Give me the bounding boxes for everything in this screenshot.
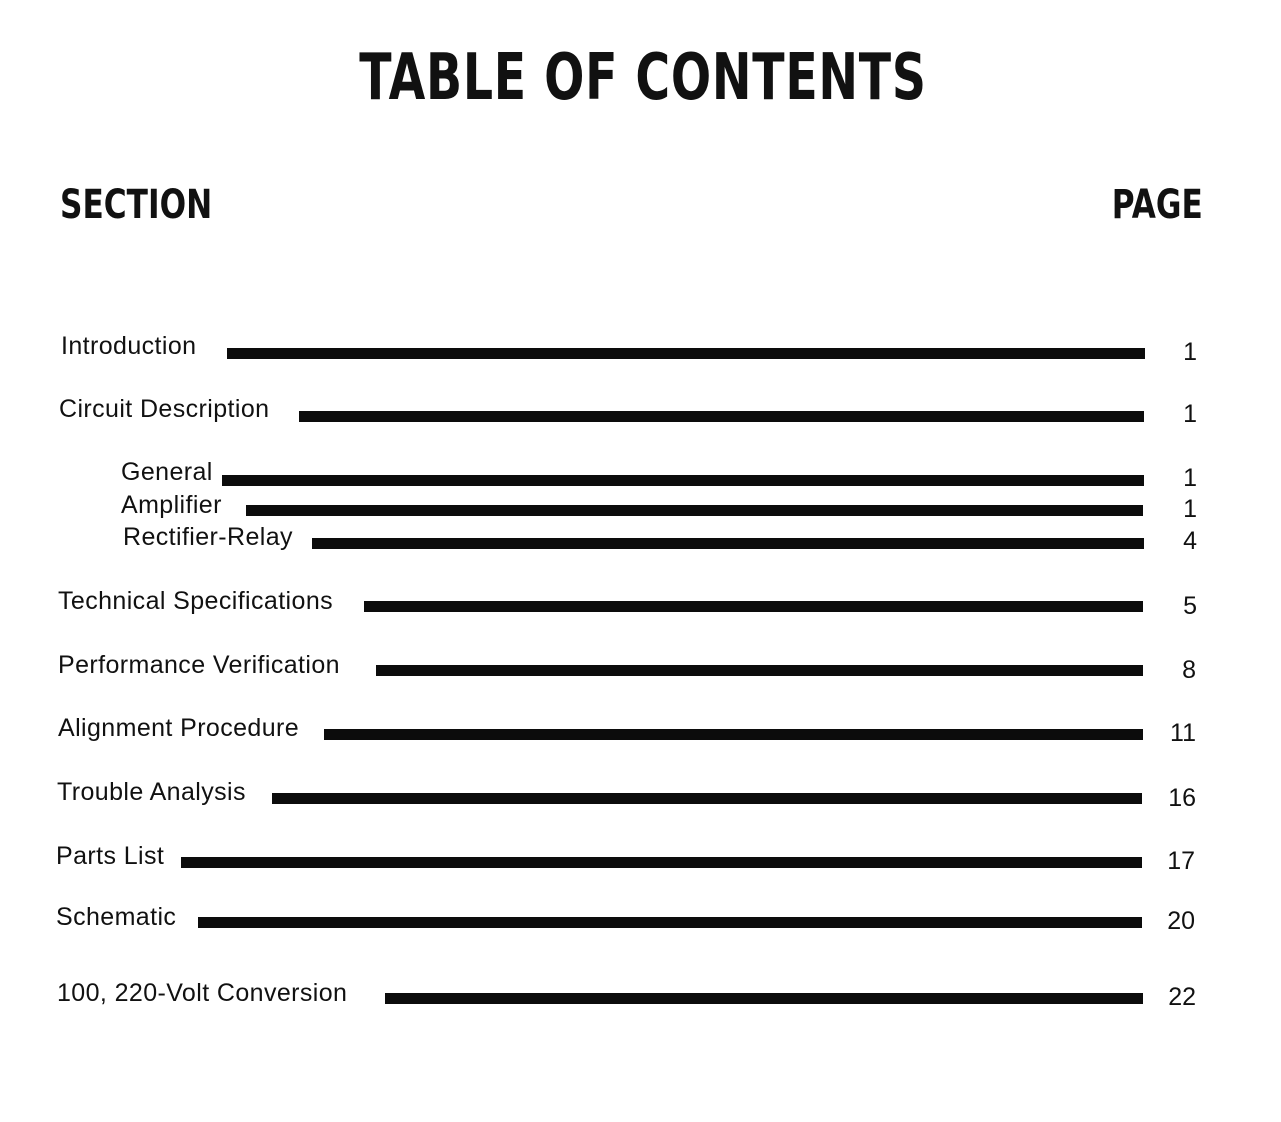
toc-entry-introduction	[61, 330, 1201, 364]
toc-entry-label: Trouble Analysis	[57, 778, 246, 806]
toc-entry-page: 17	[1167, 847, 1195, 875]
toc-entry-trouble-analysis	[57, 776, 1199, 810]
toc-entry-label: Technical Specifications	[58, 587, 334, 615]
leader-bar	[272, 793, 1142, 804]
page-title: TABLE OF CONTENTS	[359, 41, 927, 115]
toc-entry-general	[121, 456, 1199, 490]
leader-bar	[227, 348, 1145, 359]
toc-entry-rectifier-relay	[123, 521, 1199, 555]
toc-entry-schematic	[56, 901, 1199, 935]
leader-bar	[364, 601, 1143, 612]
toc-entry-technical-specifications	[58, 585, 1199, 619]
leader-bar	[198, 917, 1142, 928]
toc-entry-label: Schematic	[56, 903, 177, 931]
toc-entry-alignment-procedure	[58, 712, 1199, 746]
leader-bar	[299, 411, 1144, 422]
leader-bar	[385, 993, 1143, 1004]
toc-entry-page: 5	[1183, 592, 1197, 620]
toc-entry-label: Rectifier-Relay	[123, 523, 293, 551]
toc-entry-volt-conversion	[57, 977, 1199, 1011]
toc-entry-label: Circuit Description	[59, 395, 270, 423]
leader-bar	[246, 505, 1143, 516]
toc-entry-parts-list	[56, 840, 1199, 874]
toc-entry-label: Introduction	[61, 332, 197, 360]
toc-entry-performance-verification	[58, 649, 1199, 683]
toc-entry-page: 16	[1168, 784, 1196, 812]
toc-entry-page: 22	[1168, 983, 1196, 1011]
leader-bar	[324, 729, 1143, 740]
toc-entry-label: Parts List	[56, 842, 165, 870]
toc-entry-page: 20	[1167, 907, 1195, 935]
toc-entry-page: 1	[1183, 495, 1197, 523]
toc-entry-label: Performance Verification	[58, 651, 340, 679]
leader-bar	[222, 475, 1144, 486]
leader-bar	[312, 538, 1144, 549]
section-column-header: SECTION	[60, 182, 213, 228]
page-column-header: PAGE	[1111, 182, 1203, 228]
toc-entry-page: 1	[1183, 338, 1197, 366]
toc-entry-page: 11	[1170, 719, 1196, 747]
toc-entry-label: 100, 220-Volt Conversion	[57, 979, 348, 1007]
toc-entry-page: 4	[1183, 527, 1197, 555]
toc-entry-label: General	[121, 458, 213, 486]
toc-entry-amplifier	[121, 489, 1199, 523]
toc-entry-label: Alignment Procedure	[58, 714, 300, 742]
leader-bar	[376, 665, 1143, 676]
toc-entry-label: Amplifier	[121, 491, 222, 519]
toc-entry-page: 8	[1182, 656, 1196, 684]
leader-bar	[181, 857, 1142, 868]
toc-entry-page: 1	[1183, 400, 1197, 428]
toc-entry-circuit-description	[59, 393, 1199, 427]
toc-entry-page: 1	[1183, 464, 1197, 492]
